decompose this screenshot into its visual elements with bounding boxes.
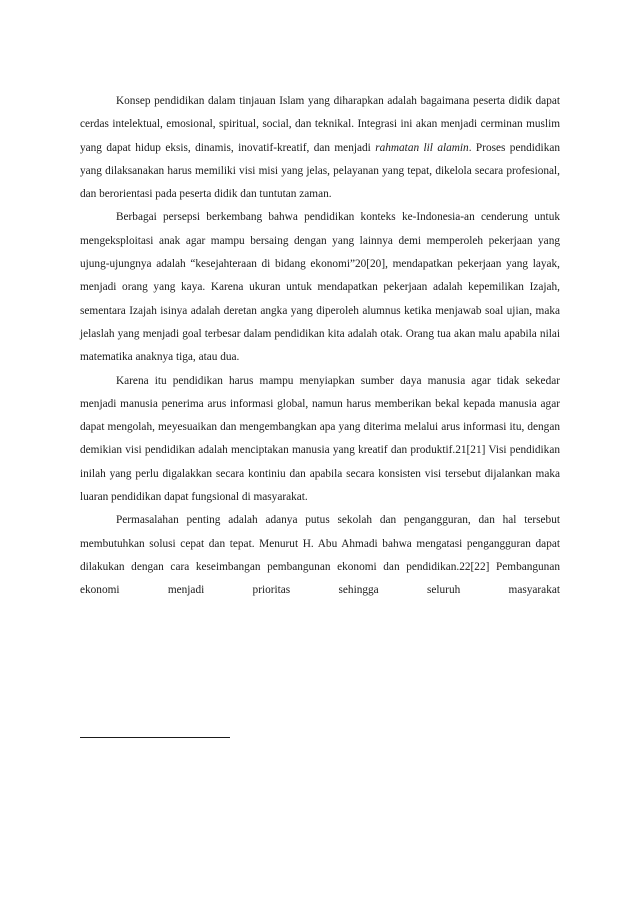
paragraph-2 bbox=[80, 206, 560, 369]
paragraph-1-italic-term: rahmatan lil alamin bbox=[375, 141, 469, 154]
paragraph-1-text-end: . Proses pendidikan yang dilaksanakan harus memiliki visi misi yang jelas, pelayanan yang tepat, dikelola secara profesional, dan berorientasi pada peserta didik dan tuntutan zaman. bbox=[80, 141, 560, 201]
paragraph-1 bbox=[80, 90, 560, 206]
footnote-separator bbox=[80, 737, 230, 738]
paragraph-3 bbox=[80, 370, 560, 510]
body-text bbox=[80, 90, 560, 603]
paragraph-1-text-start: Konsep pendidikan dalam tinjauan Islam yang diharapkan adalah bagaimana peserta didik dapat cerdas intelektual, emosional, spiritual, social, dan teknikal. Integrasi ini akan menjadi cerminan muslim yang dapat hidup eksis, dinamis, inovatif-kreatif, dan menjadi bbox=[80, 95, 560, 154]
paragraph-3-text: Karena itu pendidikan harus mampu menyiapkan sumber daya manusia agar tidak sekedar menjadi manusia penerima arus informasi global, namun harus memberikan bekal kepada manusia agar dapat mengolah, meyesuaikan dan mengembangkan apa yang diterima melalui arus informasi itu, dengan demikian visi pendidikan adalah menciptakan manusia yang kreatif dan produktif.21[21] Visi pendidikan inilah yang perlu digalakkan secara kontiniu dan apabila secara konsisten visi tersebut dijalankan maka luaran pendidikan dapat fungsional di masyarakat. bbox=[80, 374, 560, 504]
paragraph-4-text: Permasalahan penting adalah adanya putus sekolah dan pengangguran, dan hal tersebut membutuhkan solusi cepat dan tepat. Menurut H. Abu Ahmadi bahwa mengatasi pengangguran dapat dilakukan dengan cara keseimbangan pembangunan ekonomi dan pendidikan.22[22] Pembangunan ekonomi menjadi prioritas sehingga seluruh masyarakat bbox=[80, 514, 560, 597]
paragraph-2-text: Berbagai persepsi berkembang bahwa pendidikan konteks ke-Indonesia-an cenderung untuk mengeksploitasi anak agar mampu bersaing dengan yang lainnya demi memperoleh pekerjaan yang ujung-ujungnya adalah “kesejahteraan di bidang ekonomi”20[20], mendapatkan pekerjaan yang layak, menjadi orang yang kaya. Karena ukuran untuk mendapatkan pekerjaan adalah kepemilikan Izajah, sementara Izajah isinya adalah deretan angka yang diperoleh alumnus ketika menjawab soal ujian, maka jelaslah yang menjadi goal terbesar dalam pendidikan kita adalah otak. Orang tua akan malu apabila nilai matematika anaknya tiga, atau dua. bbox=[80, 211, 560, 364]
paragraph-4 bbox=[80, 509, 560, 602]
